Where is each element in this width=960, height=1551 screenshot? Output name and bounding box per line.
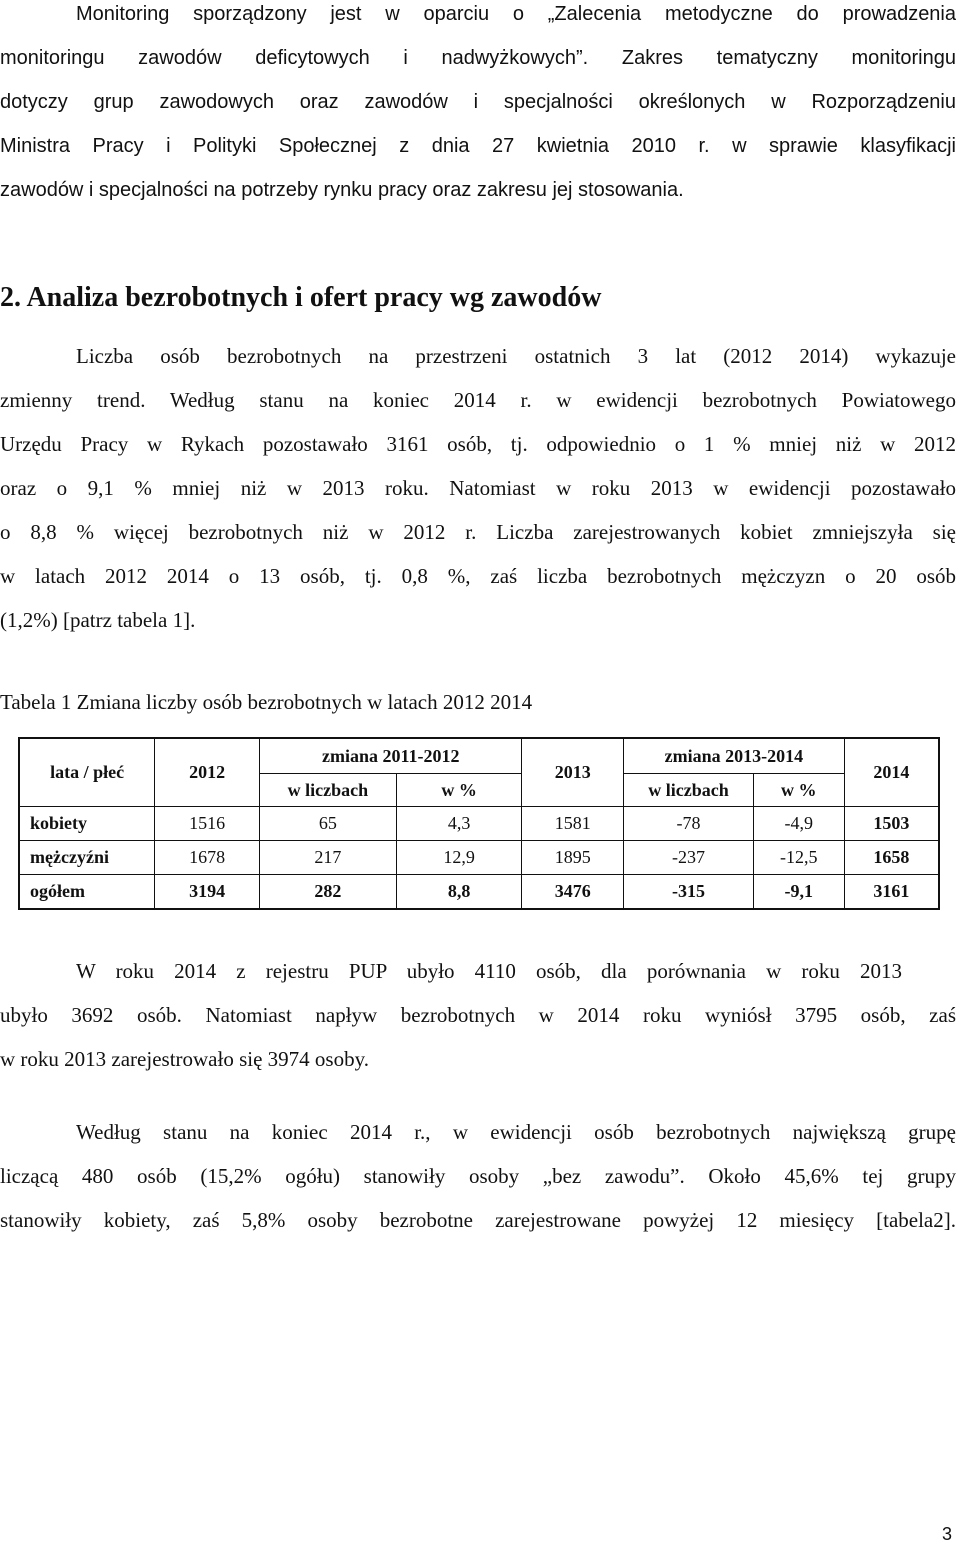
cell-change-pct-1: 4,3 [396,807,522,841]
flow-line: ubyło 3692 osób. Natomiast napływ bezrobotnych w 2014 roku wyniósł 3795 osób, zaś [0,1003,956,1027]
cell-2012: 3194 [155,875,260,910]
row-label: kobiety [19,807,155,841]
row-label: ogółem [19,875,155,910]
cell-2013: 3476 [522,875,624,910]
row-label: mężczyźni [19,841,155,875]
cell-2013: 1581 [522,807,624,841]
intro-line: Ministra Pracy i Polityki Społecznej z dnia 27 kwietnia 2010 r. w sprawie klasyfikacji [0,135,956,157]
cell-change-count-2: -237 [624,841,754,875]
analysis-paragraph [0,334,956,642]
flow-line: W roku 2014 z rejestru PUP ubyło 4110 osób, dla porównania w roku 2013 [76,959,902,983]
header-category: lata / płeć [19,738,155,807]
intro-line: monitoringu zawodów deficytowych i nadwyżkowych”. Zakres tematyczny monitoringu [0,47,956,69]
analysis-line: Liczba osób bezrobotnych na przestrzeni ostatnich 3 lat (2012 2014) wykazuje [76,344,956,368]
unemployment-table [18,737,940,910]
table-header-row [19,738,939,774]
table-row [19,807,939,841]
structure-line: Według stanu na koniec 2014 r., w ewidencji osób bezrobotnych największą grupę [76,1120,956,1144]
cell-2012: 1516 [155,807,260,841]
table-row [19,841,939,875]
subheader-pct-1: w % [396,774,522,807]
analysis-line: (1,2%) [patrz tabela 1]. [0,608,196,632]
analysis-line: w latach 2012 2014 o 13 osób, tj. 0,8 %, zaś liczba bezrobotnych mężczyzn o 20 osób [0,564,956,588]
structure-paragraph [0,1110,956,1242]
structure-line: stanowiły kobiety, zaś 5,8% osoby bezrobotne zarejestrowane powyżej 12 miesięcy [tabela2]. [0,1208,956,1232]
cell-2014: 3161 [844,875,939,910]
header-change-2011-2012: zmiana 2011-2012 [260,738,522,774]
intro-paragraph [0,0,956,212]
cell-change-count-1: 282 [260,875,397,910]
cell-2014: 1658 [844,841,939,875]
flow-paragraph [0,949,956,1081]
analysis-line: zmienny trend. Według stanu na koniec 2014 r. w ewidencji bezrobotnych Powiatowego [0,388,956,412]
subheader-count-1: w liczbach [260,774,397,807]
cell-change-pct-1: 8,8 [396,875,522,910]
cell-2013: 1895 [522,841,624,875]
header-2012: 2012 [155,738,260,807]
analysis-line: o 8,8 % więcej bezrobotnych niż w 2012 r. Liczba zarejestrowanych kobiet zmniejszyła się [0,520,956,544]
flow-line: w roku 2013 zarejestrowało się 3974 osoby. [0,1047,369,1071]
cell-change-pct-2: -12,5 [753,841,844,875]
cell-change-count-1: 217 [260,841,397,875]
cell-2012: 1678 [155,841,260,875]
cell-change-count-1: 65 [260,807,397,841]
cell-change-pct-1: 12,9 [396,841,522,875]
header-2014: 2014 [844,738,939,807]
cell-change-count-2: -78 [624,807,754,841]
subheader-count-2: w liczbach [624,774,754,807]
cell-change-count-2: -315 [624,875,754,910]
header-2013: 2013 [522,738,624,807]
cell-2014: 1503 [844,807,939,841]
analysis-line: Urzędu Pracy w Rykach pozostawało 3161 osób, tj. odpowiednio o 1 % mniej niż w 2012 [0,432,956,456]
header-change-2013-2014: zmiana 2013-2014 [624,738,845,774]
table-row [19,875,939,910]
structure-line: liczącą 480 osób (15,2% ogółu) stanowiły osoby „bez zawodu”. Około 45,6% tej grupy [0,1164,956,1188]
analysis-line: oraz o 9,1 % mniej niż w 2013 roku. Natomiast w roku 2013 w ewidencji pozostawało [0,476,956,500]
section-heading: 2. Analiza bezrobotnych i ofert pracy wg zawodów [0,282,602,313]
cell-change-pct-2: -4,9 [753,807,844,841]
intro-line: Monitoring sporządzony jest w oparciu o „Zalecenia metodyczne do prowadzenia [76,3,956,25]
intro-line: dotyczy grup zawodowych oraz zawodów i specjalności określonych w Rozporządzeniu [0,91,956,113]
subheader-pct-2: w % [753,774,844,807]
table-caption: Tabela 1 Zmiana liczby osób bezrobotnych w latach 2012 2014 [0,690,533,714]
intro-line: zawodów i specjalności na potrzeby rynku pracy oraz zakresu jej stosowania. [0,179,684,201]
page-number: 3 [941,1524,952,1544]
cell-change-pct-2: -9,1 [753,875,844,910]
